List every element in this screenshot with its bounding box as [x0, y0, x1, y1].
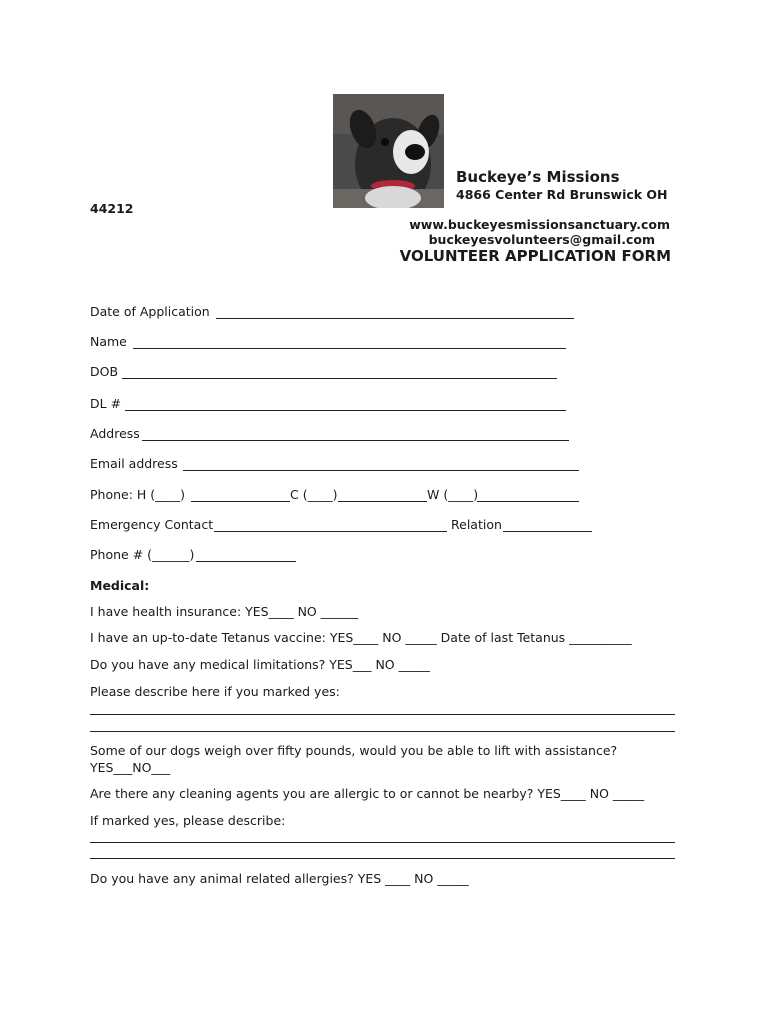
dob-label: DOB: [90, 364, 119, 379]
phone-hash-label: Phone # (______): [90, 547, 195, 562]
date-of-application-label: Date of Application: [90, 304, 210, 319]
if-marked-yes-label: If marked yes, please describe:: [90, 813, 286, 828]
phone-h-field[interactable]: [191, 501, 290, 502]
dl-label: DL #: [90, 396, 122, 411]
emergency-contact-field[interactable]: [214, 531, 447, 532]
name-label: Name: [90, 334, 127, 349]
phone-c-label: C (____): [290, 487, 338, 502]
relation-field[interactable]: [503, 531, 592, 532]
form-title: VOLUNTEER APPLICATION FORM: [399, 247, 671, 265]
lift-answer[interactable]: YES___NO___: [90, 760, 171, 775]
org-website[interactable]: www.buckeyesmissionsanctuary.com: [409, 217, 670, 232]
address-label: Address: [90, 426, 140, 441]
dog-image: [333, 94, 444, 208]
tetanus-question[interactable]: I have an up-to-date Tetanus vaccine: YES____ NO _____ Date of last Tetanus __________: [90, 630, 632, 645]
medical-limitations-question[interactable]: Do you have any medical limitations? YES___ NO _____: [90, 657, 430, 672]
lift-question-text: Some of our dogs weigh over fifty pounds, would you be able to lift with assistance?: [90, 743, 618, 758]
animal-allergies-question[interactable]: Do you have any animal related allergies? YES ____ NO _____: [90, 871, 469, 886]
describe-line-2[interactable]: [90, 731, 675, 732]
dob-field[interactable]: [122, 378, 557, 379]
cleaning-agents-question[interactable]: Are there any cleaning agents you are allergic to or cannot be nearby? YES____ NO _____: [90, 786, 645, 801]
describe-line-1[interactable]: [90, 714, 675, 715]
org-address: 4866 Center Rd Brunswick OH: [456, 187, 668, 202]
phone-hash-field[interactable]: [196, 561, 296, 562]
medical-heading: Medical:: [90, 578, 150, 593]
describe-yes-label: Please describe here if you marked yes:: [90, 684, 340, 699]
address-field[interactable]: [142, 440, 569, 441]
dog-photo: [333, 94, 444, 208]
org-name: Buckeye’s Missions: [456, 168, 620, 186]
phone-c-field[interactable]: [338, 501, 427, 502]
lift-question[interactable]: [90, 742, 680, 776]
cleaning-describe-line-2[interactable]: [90, 858, 675, 859]
org-zip: 44212: [90, 201, 134, 216]
dl-field[interactable]: [125, 410, 566, 411]
health-insurance-question[interactable]: I have health insurance: YES____ NO ______: [90, 604, 359, 619]
name-field[interactable]: [133, 348, 566, 349]
phone-w-field[interactable]: [477, 501, 579, 502]
phone-h-label: Phone: H (____): [90, 487, 186, 502]
email-address-field[interactable]: [183, 470, 579, 471]
phone-w-label: W (____): [427, 487, 479, 502]
cleaning-describe-line-1[interactable]: [90, 842, 675, 843]
email-address-label: Email address: [90, 456, 178, 471]
org-email[interactable]: buckeyesvolunteers@gmail.com: [428, 232, 655, 247]
relation-label: Relation: [451, 517, 502, 532]
date-of-application-field[interactable]: [216, 318, 574, 319]
emergency-contact-label: Emergency Contact: [90, 517, 214, 532]
